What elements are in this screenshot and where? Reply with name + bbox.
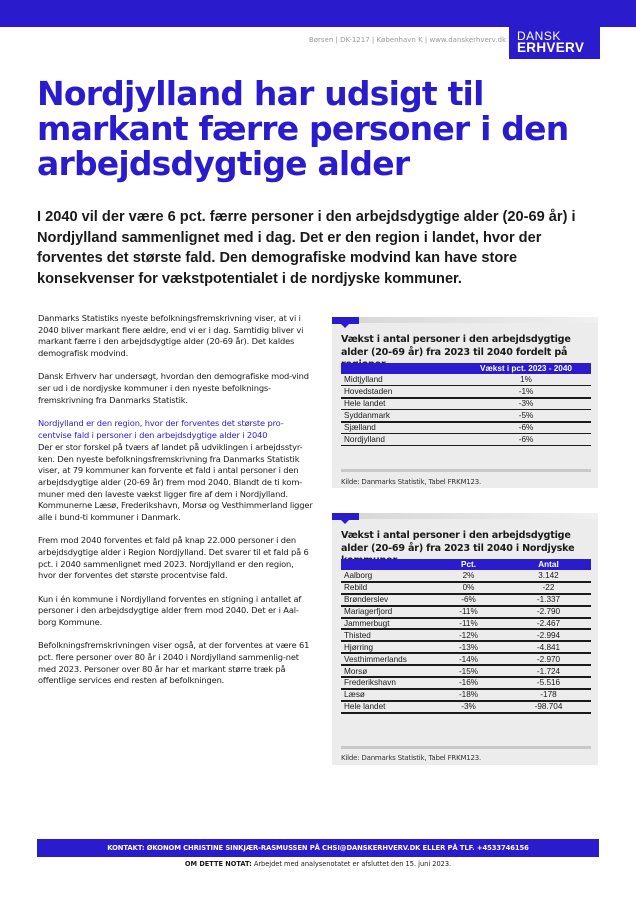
municipalities-table-box bbox=[332, 513, 598, 765]
municipality-name: Thisted bbox=[341, 629, 431, 641]
regions-table-box bbox=[332, 317, 598, 488]
box-bottom-rule bbox=[341, 746, 591, 749]
municipality-growth-pct: -15% bbox=[431, 665, 506, 677]
municipality-name: Jammerbugt bbox=[341, 618, 431, 630]
municipality-name: Aalborg bbox=[341, 570, 431, 582]
table-row bbox=[341, 641, 591, 653]
box-tab-marker bbox=[332, 317, 359, 324]
body-text-column bbox=[38, 313, 314, 698]
logo-line-2: ERHVERV bbox=[517, 40, 585, 55]
municipality-growth-count: -5.516 bbox=[506, 677, 591, 689]
municipality-growth-count: -4.841 bbox=[506, 641, 591, 653]
regions-table-title: Vækst i antal personer i den arbejdsdygtige alder (20-69 år) fra 2023 til 2040 fordelt på bbox=[341, 334, 571, 358]
contact-bar: KONTAKT: ØKONOM CHRISTINE SINKJÆR-RASMUSSEN PÅ CHSI@DANSKERHVERV.DK ELLER PÅ TLF. +4533746156 bbox=[37, 839, 599, 857]
region-growth-pct: -6% bbox=[461, 433, 591, 445]
municipality-growth-pct: -3% bbox=[431, 701, 506, 713]
region-name: Sjælland bbox=[341, 422, 461, 434]
table-header-cell bbox=[341, 363, 461, 374]
box-tab-marker bbox=[332, 513, 359, 520]
table-header-cell: Antal bbox=[506, 559, 591, 570]
body-paragraph: Befolkningsfremskrivningen viser også, at der forventes at være 61 pct. flere personer over 80 år i 2040 i Nordjylland sammenlig-net med 2023. Personer over 80 år har et markant større træk på offentlige services end resten af befolkningen. bbox=[38, 640, 310, 686]
region-name: Nordjylland bbox=[341, 433, 461, 445]
about-note bbox=[37, 860, 599, 868]
page-title: Nordjylland har udsigt til markant færre personer i den arbejdsdygtige alder bbox=[37, 74, 569, 183]
municipality-growth-pct: -11% bbox=[431, 618, 506, 630]
municipality-growth-pct: -18% bbox=[431, 689, 506, 701]
table-row bbox=[341, 410, 591, 422]
table-row bbox=[341, 594, 591, 606]
municipality-growth-count: 3.142 bbox=[506, 570, 591, 582]
table-row bbox=[341, 689, 591, 701]
top-brand-bar bbox=[0, 0, 636, 27]
body-paragraph: Danmarks Statistiks nyeste befolkningsfremskrivning viser, at vi i 2040 bliver markant flere ældre, end vi er i dag. Samtidig bliver vi markant færre i den arbejdsdygtige alder (20-69 år). Det kaldes demografisk modvind. bbox=[38, 313, 304, 359]
municipalities-table-title: Vækst i antal personer i den arbejdsdygtige alder (20-69 år) fra 2023 til 2040 i Nordjyske bbox=[341, 530, 575, 554]
municipality-growth-pct: -12% bbox=[431, 629, 506, 641]
source-note: Kilde: Danmarks Statistik, Tabel FRKM123. bbox=[341, 478, 482, 486]
municipality-name: Læsø bbox=[341, 689, 431, 701]
table-row bbox=[341, 606, 591, 618]
table-header-cell: Pct. bbox=[431, 559, 506, 570]
region-growth-pct: 1% bbox=[461, 374, 591, 386]
body-paragraph: Frem mod 2040 forventes et fald på knap 22.000 personer i den arbejdsdygtige alder i Region Nordjylland. Det svarer til et fald på 6 pct. i 2040 sammenlignet med 2023. Nordjylland er den region, hvor der forventes det største procentvise fald. bbox=[38, 535, 309, 581]
municipality-name: Morsø bbox=[341, 665, 431, 677]
table-header-cell bbox=[341, 559, 431, 570]
logo-line-1: DANSK bbox=[517, 29, 561, 43]
table-row bbox=[341, 374, 591, 386]
municipality-growth-count: -178 bbox=[506, 689, 591, 701]
municipality-growth-count: -1.337 bbox=[506, 594, 591, 606]
municipality-growth-count: -2.790 bbox=[506, 606, 591, 618]
table-header-cell: Vækst i pct. 2023 - 2040 bbox=[461, 363, 591, 374]
municipality-growth-pct: -16% bbox=[431, 677, 506, 689]
municipality-growth-count: -1.724 bbox=[506, 665, 591, 677]
region-growth-pct: -6% bbox=[461, 422, 591, 434]
table-row bbox=[341, 677, 591, 689]
municipality-growth-count: -22 bbox=[506, 582, 591, 594]
municipality-growth-pct: -11% bbox=[431, 606, 506, 618]
municipality-growth-pct: -14% bbox=[431, 653, 506, 665]
table-row bbox=[341, 433, 591, 445]
region-name: Hele landet bbox=[341, 398, 461, 410]
municipality-name: Hele landet bbox=[341, 701, 431, 713]
table-row bbox=[341, 570, 591, 582]
municipality-growth-pct: -13% bbox=[431, 641, 506, 653]
region-name: Hovedstaden bbox=[341, 386, 461, 398]
body-paragraph: Kun i én kommune i Nordjylland forventes en stigning i antallet af personer i den arbejdsdygtige alder frem mod 2040. Det er i Aal-borg Kommune. bbox=[38, 593, 302, 627]
table-row bbox=[341, 665, 591, 677]
table-row bbox=[341, 629, 591, 641]
municipality-growth-pct: -6% bbox=[431, 594, 506, 606]
box-bottom-rule bbox=[341, 469, 591, 472]
table-row bbox=[341, 582, 591, 594]
municipality-growth-count: -2.970 bbox=[506, 653, 591, 665]
header-address: Børsen | DK-1217 | København K | www.danskerhverv.dk bbox=[308, 36, 506, 44]
box-top-rule bbox=[359, 317, 598, 323]
municipality-growth-count: -98.704 bbox=[506, 701, 591, 713]
table-row bbox=[341, 422, 591, 434]
table-row bbox=[341, 701, 591, 713]
region-name: Syddanmark bbox=[341, 410, 461, 422]
region-growth-pct: -3% bbox=[461, 398, 591, 410]
about-note-text: Arbejdet med analysenotatet er afsluttet den 15. juni 2023. bbox=[251, 860, 452, 868]
municipality-name: Rebild bbox=[341, 582, 431, 594]
municipalities-table bbox=[341, 559, 591, 714]
region-name: Midtjylland bbox=[341, 374, 461, 386]
municipality-growth-count: -2.994 bbox=[506, 629, 591, 641]
municipality-growth-count: -2.467 bbox=[506, 618, 591, 630]
section-subheading: Nordjylland er den region, hvor der forventes det største pro-centvise fald i personer i den arbejdsdygtige alder i 2040 bbox=[38, 418, 284, 441]
body-paragraph: Der er stor forskel på tværs af landet på udviklingen i arbejdsstyr-ken. Den nyeste befolkningsfremskrivning fra Danmarks Statistik viser, at 79 kommuner kan forvente et fald i antal personer i den arbejdsdygtige alder (20-69 år) frem mod 2040. Blandt de ti kom-muner med den laveste vækst ligger fire af dem i Nordjylland. Kommunerne Læsø, Frederikshavn, Morsø og Vesthimmerland ligger alle i bund-ti kommuner i Danmark. bbox=[38, 441, 313, 523]
municipality-name: Mariagerfjord bbox=[341, 606, 431, 618]
municipality-name: Vesthimmerlands bbox=[341, 653, 431, 665]
municipality-name: Brønderslev bbox=[341, 594, 431, 606]
municipality-name: Hjørring bbox=[341, 641, 431, 653]
region-growth-pct: -5% bbox=[461, 410, 591, 422]
body-paragraph: Dansk Erhverv har undersøgt, hvordan den demografiske mod-vind ser ud i de nordjyske kommuner i den nyeste befolknings-fremskrivning fra Danmarks Statistik. bbox=[38, 371, 309, 405]
region-growth-pct: -1% bbox=[461, 386, 591, 398]
municipality-growth-pct: 2% bbox=[431, 570, 506, 582]
box-top-rule bbox=[359, 513, 598, 519]
table-row bbox=[341, 618, 591, 630]
table-row bbox=[341, 398, 591, 410]
about-note-label: OM DETTE NOTAT: bbox=[184, 860, 252, 868]
table-row bbox=[341, 386, 591, 398]
municipality-growth-pct: 0% bbox=[431, 582, 506, 594]
regions-table bbox=[341, 363, 591, 446]
municipality-name: Frederikshavn bbox=[341, 677, 431, 689]
table-row bbox=[341, 653, 591, 665]
dansk-erhverv-logo bbox=[509, 27, 600, 59]
source-note: Kilde: Danmarks Statistik, Tabel FRKM123. bbox=[341, 754, 482, 762]
lead-paragraph: I 2040 vil der være 6 pct. færre personer i den arbejdsdygtige alder (20-69 år) i Nordjylland sammenlignet med i dag. Det er den region i landet, hvor der forventes det største fald. Den demografiske modvind kan have store konsekvenser for vækstpotentialet i de nordjyske kommuner. bbox=[37, 209, 576, 287]
